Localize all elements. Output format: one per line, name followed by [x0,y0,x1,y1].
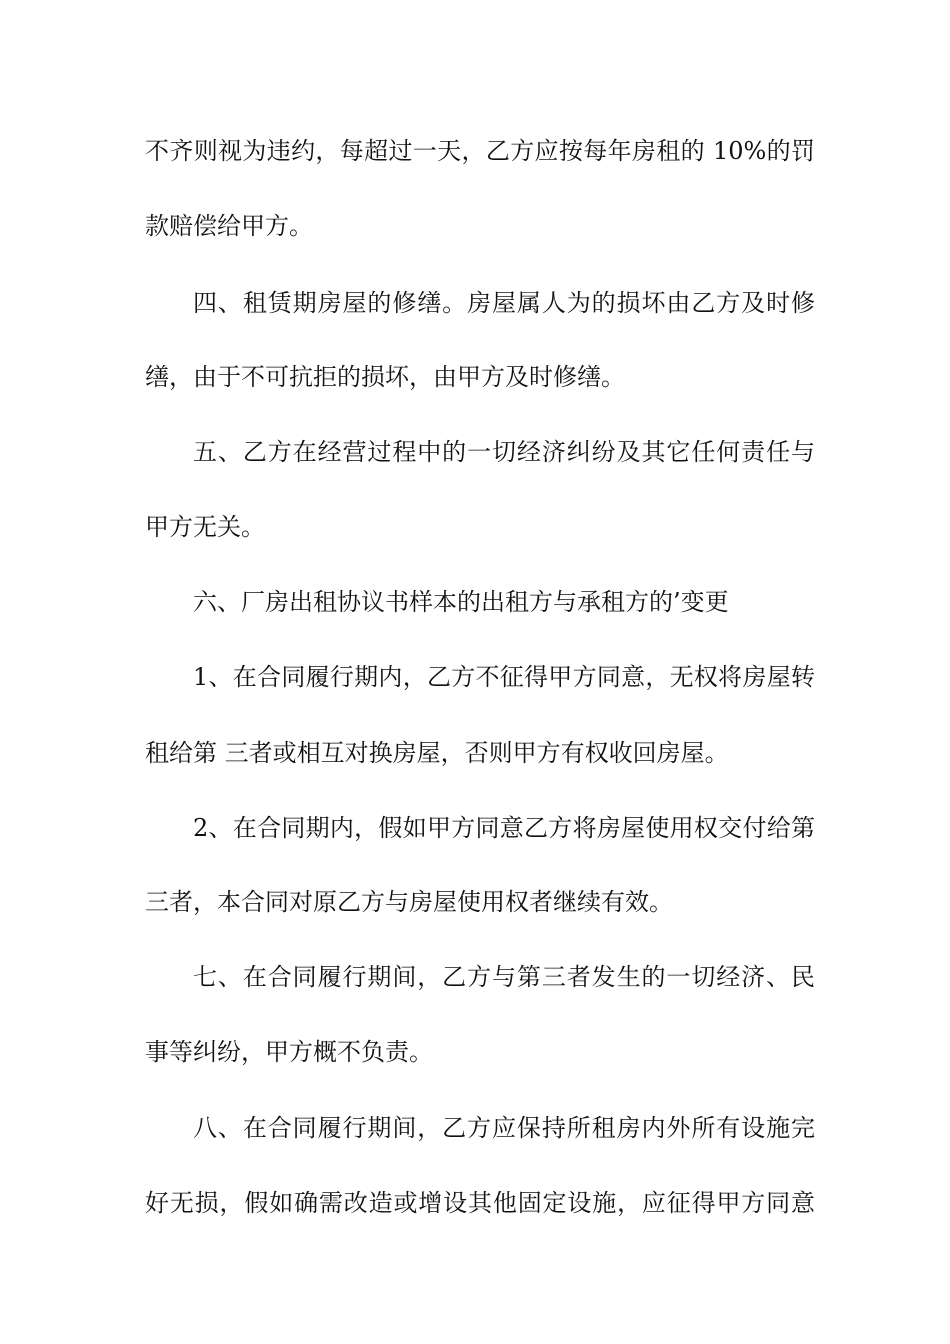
text-line: 七、在合同履行期间，乙方与第三者发生的一切经济、民 [193,963,815,991]
text-line: 事等纠纷，甲方概不负责。 [145,1038,433,1066]
text-line: 租给第 三者或相互对换房屋，否则甲方有权收回房屋。 [145,739,729,767]
text-line: 四、租赁期房屋的修缮。房屋属人为的损坏由乙方及时修 [193,289,815,317]
text-line: 2、在合同期内，假如甲方同意乙方将房屋使用权交付给第 [193,814,815,842]
text-line: 款赔偿给甲方。 [145,212,313,240]
text-line: 缮，由于不可抗拒的损坏，由甲方及时修缮。 [145,363,625,391]
text-line: 好无损，假如确需改造或增设其他固定设施，应征得甲方同意 [145,1189,815,1217]
text-line: 1、在合同履行期内，乙方不征得甲方同意，无权将房屋转 [193,663,815,691]
text-line: 五、乙方在经营过程中的一切经济纠纷及其它任何责任与 [193,438,815,466]
text-line: 不齐则视为违约，每超过一天，乙方应按每年房租的 10%的罚 [145,137,815,165]
text-line: 八、在合同履行期间，乙方应保持所租房内外所有设施完 [193,1114,815,1142]
text-line: 三者，本合同对原乙方与房屋使用权者继续有效。 [145,888,673,916]
text-line: 甲方无关。 [145,513,265,541]
text-line: 六、厂房出租协议书样本的出租方与承租方的’变更 [193,588,729,616]
